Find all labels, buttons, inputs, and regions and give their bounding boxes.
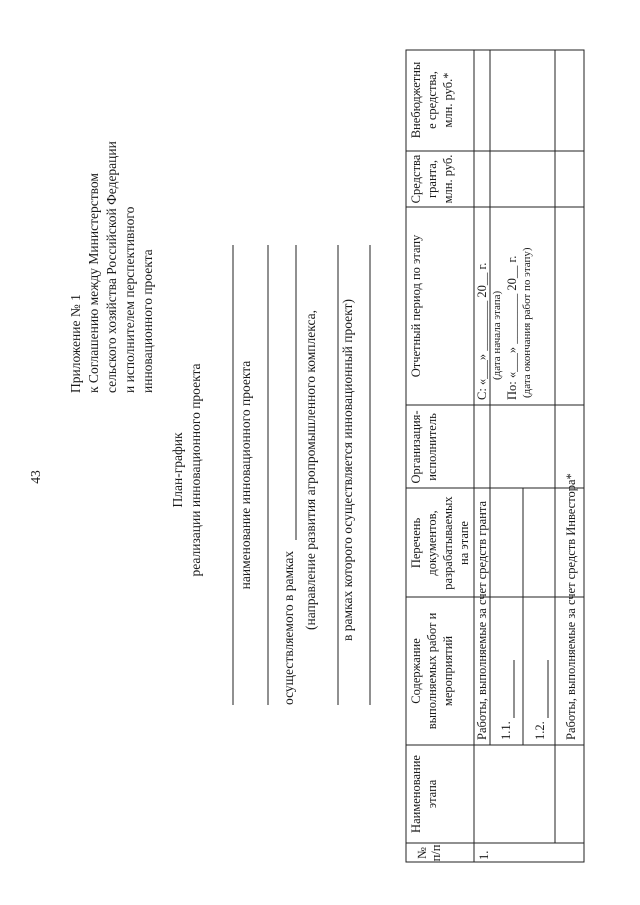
item-1-2: 1.2. xyxy=(533,721,547,740)
header-organization: Организация- xyxy=(409,410,423,484)
header-grant-3: млн. руб. xyxy=(441,154,455,204)
header-organization-2: исполнитель xyxy=(425,413,439,481)
header-documents-4: на этапе xyxy=(457,521,471,565)
appendix-line: Приложение № 1 xyxy=(68,294,83,393)
header-documents-3: разрабатываемых xyxy=(441,496,455,590)
appendix-line: инновационного проекта xyxy=(140,249,155,393)
header-offbudget-3: млн. руб.* xyxy=(441,72,455,128)
table-header xyxy=(409,61,471,861)
header-offbudget-2: е средства, xyxy=(425,71,439,129)
header-grant: Средства xyxy=(409,154,423,204)
header-period: Отчетный период по этапу xyxy=(409,234,423,378)
period-to-caption: (дата окончания работ по этапу) xyxy=(521,247,533,398)
appendix-block xyxy=(68,141,155,393)
appendix-line: к Соглашению между Министерством xyxy=(86,173,101,393)
appendix-line: сельского хозяйства Российской Федерации xyxy=(104,141,119,393)
header-stage-name-2: этапа xyxy=(425,779,439,809)
plan-subtitle: реализации инновационного проекта xyxy=(188,363,203,577)
investor-works-row: Работы, выполняемые за счет средств Инвестора* xyxy=(564,473,578,740)
direction-caption: (направление развития агропромышленного комплекса, xyxy=(303,310,318,630)
period-from-caption: (дата начала этапа) xyxy=(491,290,503,380)
period-to: По: «___» ________ 20__ г. xyxy=(505,255,519,400)
header-grant-2: гранта, xyxy=(425,160,439,198)
header-num-2: п/п xyxy=(429,844,443,862)
item-1-1: 1.1. xyxy=(499,721,513,740)
page-number: 43 xyxy=(28,470,43,484)
appendix-line: и исполнителем перспективного xyxy=(122,206,137,393)
within-caption: в рамках которого осуществляется инновационный проект) xyxy=(340,299,355,641)
header-documents-2: документов, xyxy=(425,510,439,576)
header-content-2: выполняемых работ и xyxy=(425,612,439,730)
header-content: Содержание xyxy=(409,638,423,704)
plan-title: План-график xyxy=(170,432,185,508)
period-from: С: «___» ________ 20__ г. xyxy=(475,262,489,400)
header-num: № xyxy=(415,847,429,859)
grant-works-row: Работы, выполняемые за счет средств гранта xyxy=(475,500,489,740)
project-name-caption: наименование инновационного проекта xyxy=(238,360,253,590)
header-offbudget: Внебюджетны xyxy=(409,61,423,139)
implemented-within-label: осуществляемого в рамках xyxy=(281,550,296,705)
header-content-3: мероприятий xyxy=(441,635,455,707)
header-stage-name: Наименование xyxy=(409,755,423,833)
row-number: 1. xyxy=(477,850,491,860)
header-documents: Перечень xyxy=(409,517,423,569)
